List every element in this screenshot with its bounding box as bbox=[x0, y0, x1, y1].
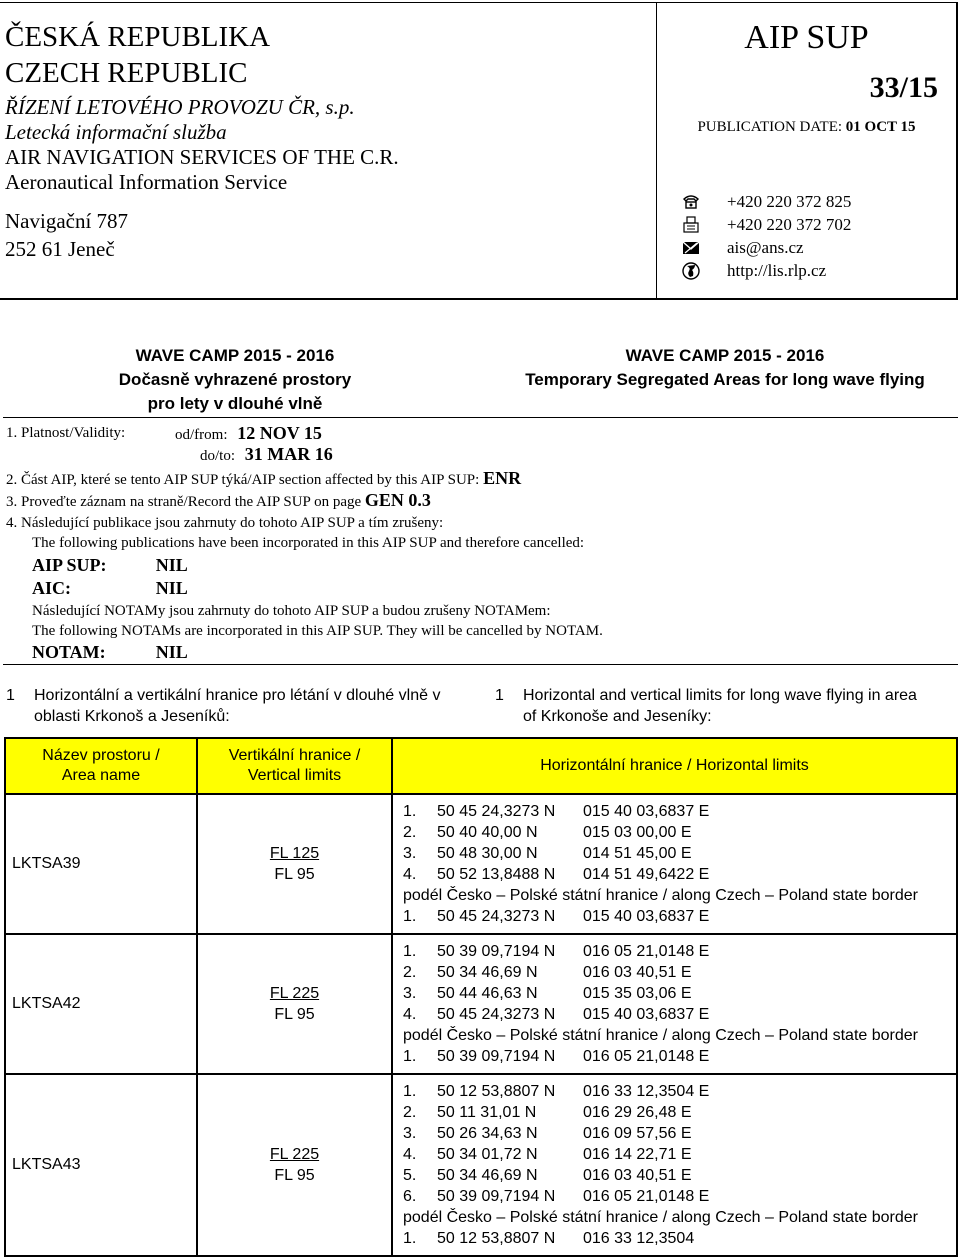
header-area-name bbox=[5, 738, 197, 794]
header-vertical-line1: Vertikální hranice / bbox=[228, 747, 361, 764]
coordinate-point bbox=[403, 864, 956, 885]
coordinate-point bbox=[403, 1004, 956, 1025]
doc-number: 33/15 bbox=[869, 71, 938, 104]
border-note: podél Česko – Polské státní hranice / along Czech – Poland state border bbox=[403, 887, 918, 904]
contact-phone-value: +420 220 372 825 bbox=[727, 192, 852, 211]
to-value: 31 MAR 16 bbox=[244, 444, 333, 464]
issuer-block bbox=[5, 19, 645, 263]
validity-to bbox=[200, 444, 333, 466]
point-longitude: 016 05 21,0148 E bbox=[583, 943, 710, 960]
point-index: 2. bbox=[403, 824, 417, 841]
point-latitude: 50 48 30,00 N bbox=[437, 845, 538, 862]
coordinate-point bbox=[403, 1165, 956, 1186]
vertical-limits bbox=[197, 1074, 392, 1256]
contact-fax bbox=[727, 215, 851, 235]
point-index: 6. bbox=[403, 1188, 417, 1205]
point-index: 5. bbox=[403, 1167, 417, 1184]
coordinate-point bbox=[403, 962, 956, 983]
phone-icon bbox=[681, 192, 701, 212]
ans-en: AIR NAVIGATION SERVICES OF THE C.R. bbox=[5, 145, 399, 169]
header-vertical-limits bbox=[197, 738, 392, 794]
aip-sup-row bbox=[32, 555, 188, 577]
coordinate-point bbox=[403, 1144, 956, 1165]
point-longitude: 015 40 03,6837 E bbox=[583, 803, 710, 820]
title-cz-line1: WAVE CAMP 2015 - 2016 bbox=[135, 346, 335, 365]
section1-cz-line1: Horizontální a vertikální hranice pro létání v dlouhé vlně v bbox=[34, 687, 441, 704]
item-2-text: 2. Část AIP, které se tento AIP SUP týká/AIP section affected by this AIP SUP: bbox=[6, 472, 480, 488]
title-en bbox=[490, 344, 960, 392]
point-longitude: 016 33 12,3504 bbox=[583, 1230, 695, 1247]
horizontal-limits bbox=[392, 934, 957, 1074]
coordinate-point bbox=[403, 941, 956, 962]
point-longitude: 016 29 26,48 E bbox=[583, 1104, 692, 1121]
point-index: 4. bbox=[403, 1006, 417, 1023]
address-city: 252 61 Jeneč bbox=[5, 237, 115, 261]
upper-limit: FL 225 bbox=[269, 1146, 320, 1163]
title-cz bbox=[100, 344, 370, 416]
point-latitude: 50 39 09,7194 N bbox=[437, 1048, 556, 1065]
section1-en-line1: Horizontal and vertical limits for long wave flying in area bbox=[523, 687, 917, 704]
item-3-text: 3. Proveďte záznam na straně/Record the AIP SUP on page bbox=[6, 494, 362, 510]
point-index: 1. bbox=[403, 1083, 417, 1100]
lower-limit: FL 95 bbox=[274, 866, 315, 883]
limits-table bbox=[4, 737, 958, 1257]
title-cz-line3: pro lety v dlouhé vlně bbox=[147, 394, 323, 413]
to-label: do/to: bbox=[200, 448, 236, 464]
point-latitude: 50 34 46,69 N bbox=[437, 1167, 538, 1184]
item-3-value: GEN 0.3 bbox=[364, 490, 431, 510]
divider-top bbox=[3, 417, 958, 418]
coordinate-point bbox=[403, 1228, 956, 1249]
aip-sup-value: NIL bbox=[155, 555, 188, 575]
publication-block bbox=[657, 3, 956, 300]
title-en-line2: Temporary Segregated Areas for long wave flying bbox=[525, 370, 925, 389]
point-latitude: 50 12 53,8807 N bbox=[437, 1083, 556, 1100]
point-latitude: 50 45 24,3273 N bbox=[437, 908, 556, 925]
point-index: 1. bbox=[403, 1048, 417, 1065]
point-longitude: 015 03 00,00 E bbox=[583, 824, 692, 841]
vertical-limits bbox=[197, 794, 392, 934]
coordinate-point bbox=[403, 1046, 956, 1067]
coordinate-point bbox=[403, 1081, 956, 1102]
point-longitude: 015 35 03,06 E bbox=[583, 985, 692, 1002]
point-latitude: 50 12 53,8807 N bbox=[437, 1230, 556, 1247]
coordinate-point bbox=[403, 843, 956, 864]
header-vertical-line2: Vertical limits bbox=[247, 767, 342, 784]
point-index: 1. bbox=[403, 1230, 417, 1247]
point-index: 1. bbox=[403, 908, 417, 925]
point-longitude: 016 03 40,51 E bbox=[583, 964, 692, 981]
header-right-border bbox=[956, 3, 958, 300]
point-latitude: 50 52 13,8488 N bbox=[437, 866, 556, 883]
country-cz: ČESKÁ REPUBLIKA bbox=[5, 21, 271, 53]
doc-type: AIP SUP bbox=[744, 19, 869, 56]
border-note: podél Česko – Polské státní hranice / along Czech – Poland state border bbox=[403, 1209, 918, 1226]
from-label: od/from: bbox=[175, 427, 228, 443]
point-latitude: 50 45 24,3273 N bbox=[437, 1006, 556, 1023]
point-latitude: 50 11 31,01 N bbox=[437, 1104, 537, 1121]
item-4-en: The following publications have been incorporated in this AIP SUP and therefore cancelled: bbox=[32, 535, 585, 551]
coordinate-point bbox=[403, 1102, 956, 1123]
ans-cz: ŘÍZENÍ LETOVÉHO PROVOZU ČR, s.p. bbox=[5, 95, 355, 119]
point-longitude: 014 51 49,6422 E bbox=[583, 866, 710, 883]
publication-date-label: PUBLICATION DATE: bbox=[697, 119, 843, 135]
lower-limit: FL 95 bbox=[274, 1006, 315, 1023]
point-index: 1. bbox=[403, 943, 417, 960]
country-en: CZECH REPUBLIC bbox=[5, 57, 248, 89]
coordinate-point bbox=[403, 906, 956, 927]
globe-icon bbox=[681, 261, 701, 281]
coordinate-point bbox=[403, 822, 956, 843]
contact-mail bbox=[727, 238, 804, 258]
point-longitude: 016 05 21,0148 E bbox=[583, 1188, 710, 1205]
horizontal-limits bbox=[392, 1074, 957, 1256]
area-name: LKTSA39 bbox=[5, 794, 197, 934]
coordinate-point bbox=[403, 801, 956, 822]
section1-en-line2: of Krkonoše and Jeseníky: bbox=[523, 708, 712, 725]
contact-web bbox=[727, 261, 826, 281]
item-2 bbox=[6, 468, 521, 490]
contact-fax-value: +420 220 372 702 bbox=[727, 215, 852, 234]
header-area-name-line1: Název prostoru / bbox=[42, 747, 160, 764]
point-index: 2. bbox=[403, 964, 417, 981]
section1-num-cz: 1 bbox=[6, 687, 15, 704]
aic-row bbox=[32, 578, 188, 600]
mail-icon bbox=[681, 238, 701, 258]
notam-text-en: The following NOTAMs are incorporated in this AIP SUP. They will be cancelled by NOTAM. bbox=[32, 623, 603, 639]
notam-value: NIL bbox=[155, 642, 188, 662]
upper-limit: FL 225 bbox=[269, 985, 320, 1002]
from-value: 12 NOV 15 bbox=[237, 423, 322, 443]
area-name: LKTSA42 bbox=[5, 934, 197, 1074]
header-horizontal-limits: Horizontální hranice / Horizontal limits bbox=[392, 738, 957, 794]
point-latitude: 50 44 46,63 N bbox=[437, 985, 538, 1002]
divider-bottom bbox=[3, 664, 958, 665]
title-cz-line2: Dočasně vyhrazené prostory bbox=[118, 370, 352, 389]
publication-date bbox=[657, 119, 956, 136]
aip-sup-label: AIP SUP: bbox=[32, 555, 107, 575]
document-header bbox=[0, 2, 958, 300]
point-longitude: 015 40 03,6837 E bbox=[583, 1006, 710, 1023]
aic-label: AIC: bbox=[32, 578, 71, 598]
point-index: 3. bbox=[403, 845, 417, 862]
table-row bbox=[5, 934, 957, 1074]
table-row bbox=[5, 1074, 957, 1256]
point-longitude: 016 03 40,51 E bbox=[583, 1167, 692, 1184]
point-longitude: 016 05 21,0148 E bbox=[583, 1048, 710, 1065]
upper-limit: FL 125 bbox=[269, 845, 320, 862]
item-2-value: ENR bbox=[483, 468, 522, 488]
point-latitude: 50 45 24,3273 N bbox=[437, 803, 556, 820]
point-latitude: 50 39 09,7194 N bbox=[437, 1188, 556, 1205]
point-longitude: 016 09 57,56 E bbox=[583, 1125, 692, 1142]
section1-num-en: 1 bbox=[495, 687, 504, 704]
horizontal-limits bbox=[392, 794, 957, 934]
contact-mail-value[interactable]: ais@ans.cz bbox=[727, 238, 804, 257]
coordinate-point bbox=[403, 983, 956, 1004]
point-longitude: 016 33 12,3504 E bbox=[583, 1083, 710, 1100]
point-index: 3. bbox=[403, 985, 417, 1002]
border-note: podél Česko – Polské státní hranice / along Czech – Poland state border bbox=[403, 1027, 918, 1044]
contact-web-value[interactable]: http://lis.rlp.cz bbox=[727, 261, 827, 280]
point-latitude: 50 40 40,00 N bbox=[437, 824, 538, 841]
address-street: Navigační 787 bbox=[5, 209, 129, 233]
notam-text-cz: Následující NOTAMy jsou zahrnuty do tohoto AIP SUP a budou zrušeny NOTAMem: bbox=[32, 603, 551, 619]
point-index: 1. bbox=[403, 803, 417, 820]
point-latitude: 50 26 34,63 N bbox=[437, 1125, 538, 1142]
notam-label: NOTAM: bbox=[32, 642, 106, 662]
coordinate-point bbox=[403, 1123, 956, 1144]
point-index: 2. bbox=[403, 1104, 417, 1121]
publication-date-value: 01 OCT 15 bbox=[845, 119, 916, 135]
point-latitude: 50 34 46,69 N bbox=[437, 964, 538, 981]
vertical-limits bbox=[197, 934, 392, 1074]
validity-from bbox=[175, 423, 322, 445]
validity-label: 1. Platnost/Validity: bbox=[6, 425, 126, 441]
ais-en: Aeronautical Information Service bbox=[5, 170, 288, 194]
point-longitude: 014 51 45,00 E bbox=[583, 845, 692, 862]
point-longitude: 015 40 03,6837 E bbox=[583, 908, 710, 925]
section1-text-en bbox=[523, 685, 960, 727]
area-name: LKTSA43 bbox=[5, 1074, 197, 1256]
notam-row bbox=[32, 642, 188, 664]
title-en-line1: WAVE CAMP 2015 - 2016 bbox=[625, 346, 825, 365]
item-4-cz: 4. Následující publikace jsou zahrnuty do tohoto AIP SUP a tím zrušeny: bbox=[6, 515, 444, 531]
contact-phone bbox=[727, 192, 851, 212]
section1-text-cz bbox=[34, 685, 474, 727]
aic-value: NIL bbox=[155, 578, 188, 598]
point-index: 4. bbox=[403, 866, 417, 883]
point-latitude: 50 34 01,72 N bbox=[437, 1146, 538, 1163]
point-longitude: 016 14 22,71 E bbox=[583, 1146, 692, 1163]
ais-cz: Letecká informační služba bbox=[5, 120, 227, 144]
table-row bbox=[5, 794, 957, 934]
item-3 bbox=[6, 490, 431, 512]
fax-icon bbox=[681, 215, 701, 235]
section1-cz-line2: oblasti Krkonoš a Jeseníků: bbox=[34, 708, 230, 725]
point-index: 3. bbox=[403, 1125, 417, 1142]
lower-limit: FL 95 bbox=[274, 1167, 315, 1184]
coordinate-point bbox=[403, 1186, 956, 1207]
header-area-name-line2: Area name bbox=[61, 767, 141, 784]
table-header-row bbox=[5, 738, 957, 794]
point-latitude: 50 39 09,7194 N bbox=[437, 943, 556, 960]
point-index: 4. bbox=[403, 1146, 417, 1163]
